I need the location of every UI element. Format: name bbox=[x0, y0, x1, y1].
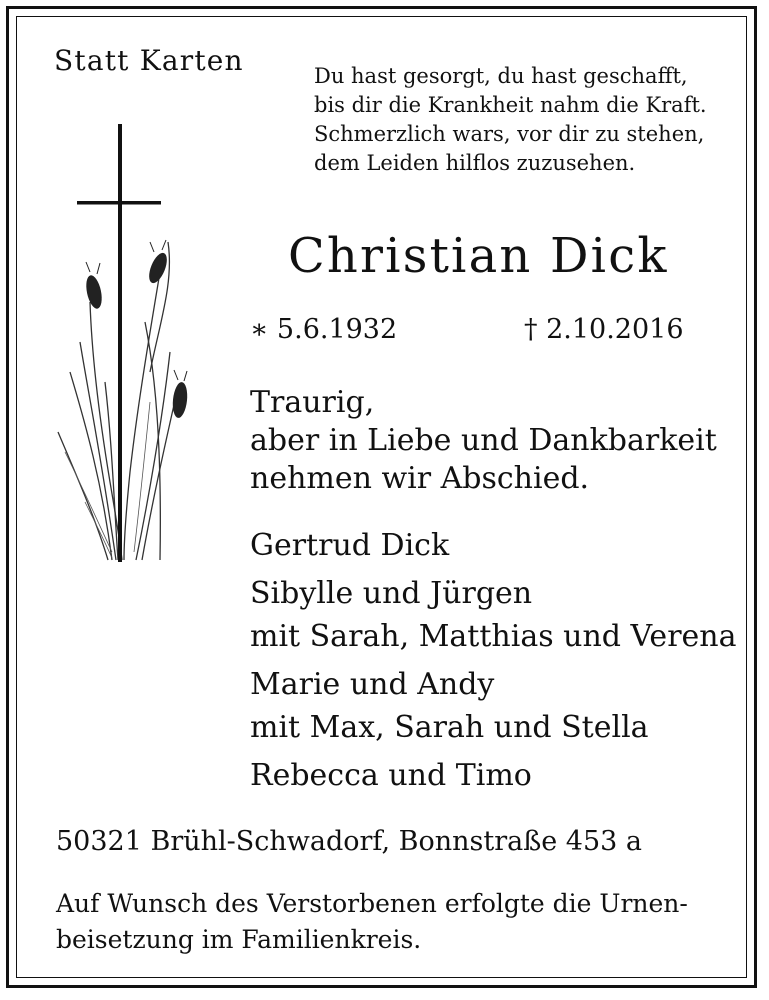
deceased-name: Christian Dick bbox=[288, 228, 669, 284]
birth-date: ∗ 5.6.1932 bbox=[250, 314, 398, 345]
memorial-poem bbox=[314, 62, 707, 178]
burial-note bbox=[56, 886, 688, 958]
statt-karten-heading: Statt Karten bbox=[54, 44, 244, 77]
poem-line: Schmerzlich wars, vor dir zu stehen, bbox=[314, 122, 705, 146]
mourning-line: Traurig, bbox=[250, 385, 375, 420]
death-date: † 2.10.2016 bbox=[524, 314, 684, 345]
poem-line: dem Leiden hilflos zuzusehen. bbox=[314, 151, 636, 175]
poem-line: bis dir die Krankheit nahm die Kraft. bbox=[314, 93, 707, 117]
family-member: Sibylle und Jürgen bbox=[250, 576, 533, 611]
family-member: mit Sarah, Matthias und Verena bbox=[250, 619, 737, 654]
family-member: Marie und Andy bbox=[250, 667, 495, 702]
note-line: beisetzung im Familienkreis. bbox=[56, 925, 422, 954]
cross-with-wheat-icon bbox=[50, 122, 190, 572]
family-member: Gertrud Dick bbox=[250, 528, 450, 563]
poem-line: Du hast gesorgt, du hast geschafft, bbox=[314, 64, 688, 88]
family-member: mit Max, Sarah und Stella bbox=[250, 710, 649, 745]
mourning-line: nehmen wir Abschied. bbox=[250, 461, 590, 496]
address: 50321 Brühl-Schwadorf, Bonnstraße 453 a bbox=[56, 826, 643, 857]
mourning-line: aber in Liebe und Dankbarkeit bbox=[250, 423, 717, 458]
family-member: Rebecca und Timo bbox=[250, 758, 532, 793]
mourning-text bbox=[250, 384, 717, 498]
note-line: Auf Wunsch des Verstorbenen erfolgte die Urnen- bbox=[56, 889, 688, 918]
